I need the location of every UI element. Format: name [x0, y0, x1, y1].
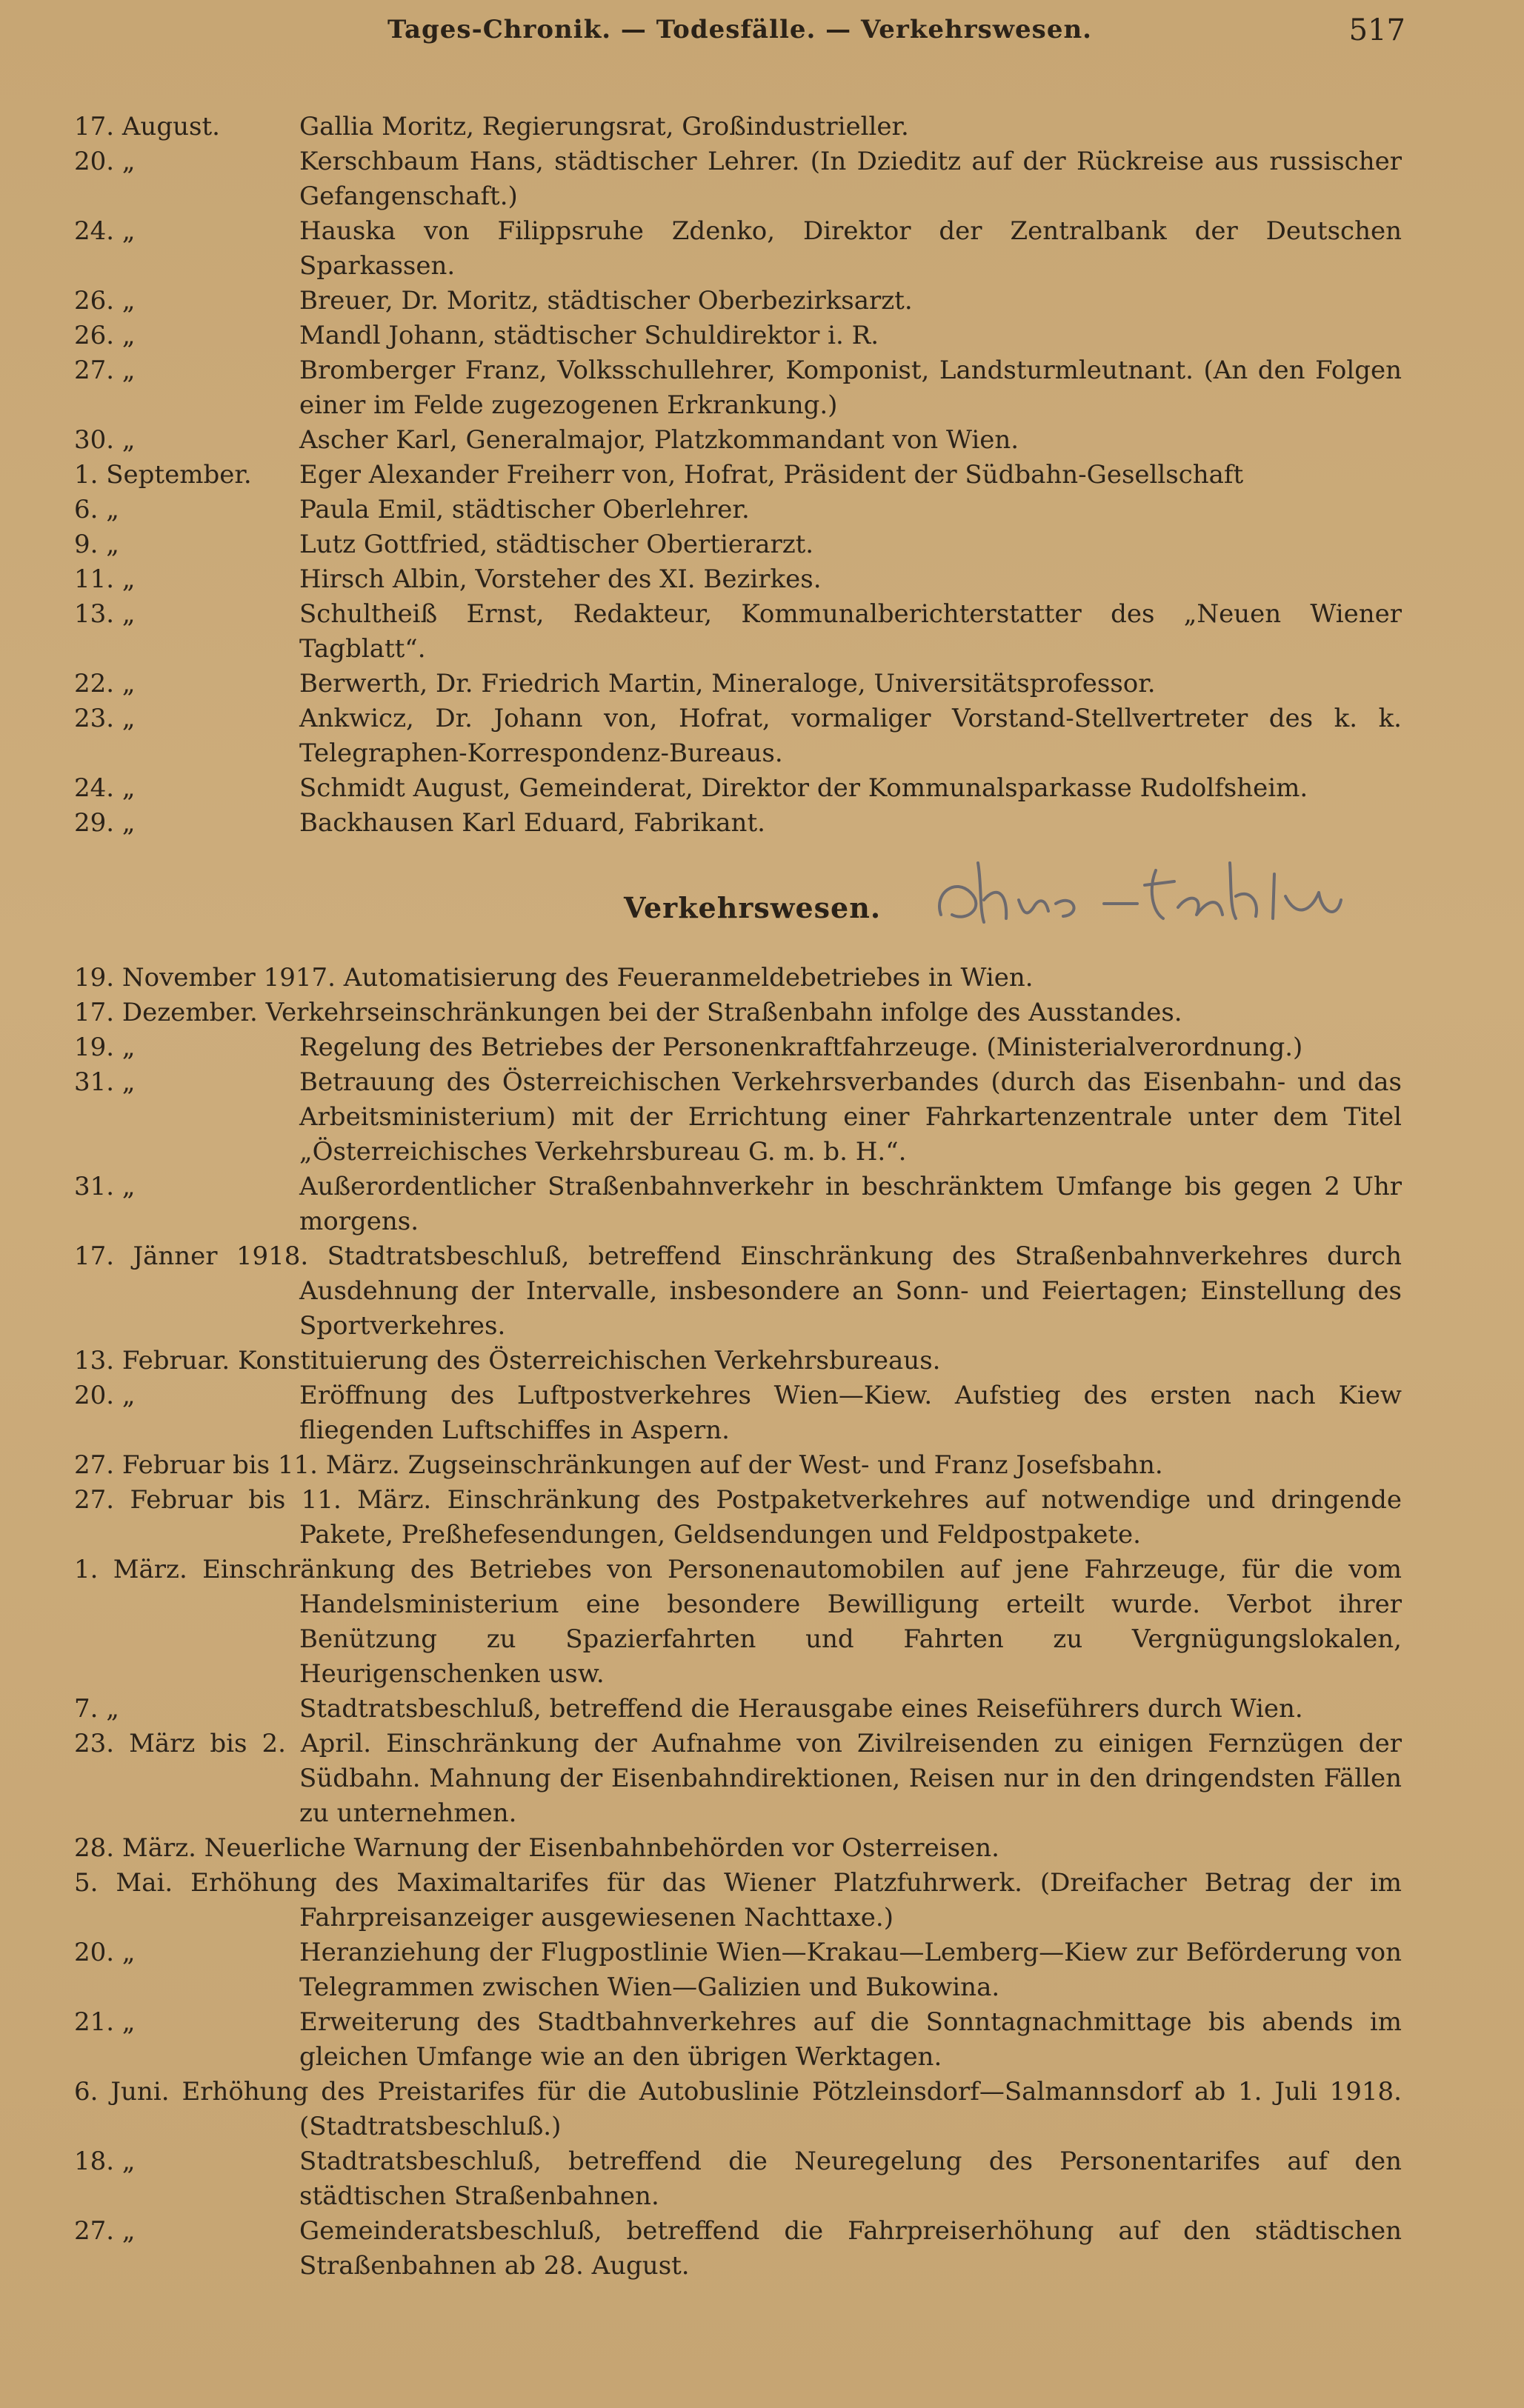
entry-text: Eröffnung des Luftpostverkehres Wien—Kiew. Aufstieg des ersten nach Kiew fliegenden Luftschiffes in Aspern. [299, 1381, 1402, 1445]
chronicle-entry [74, 1239, 1402, 1344]
entry-text: Zugseinschränkungen auf der West- und Franz Josefsbahn. [407, 1450, 1163, 1480]
chronicle-entry [74, 1727, 1402, 1831]
page-header [74, 4, 1405, 56]
entry-date: 30. „ [74, 425, 136, 455]
entry-wrap [74, 1483, 1402, 1552]
entry-text: Mandl Johann, städtischer Schuldirektor i. R. [299, 321, 879, 350]
entry-text: Stadtratsbeschluß, betreffend Einschränkung des Straßenbahnverkehres durch Ausdehnung der Intervalle, insbesondere an Sonn- und Feiertagen; Einstellung des Sportverkehres. [299, 1241, 1402, 1341]
chronicle-entry [74, 318, 1402, 353]
chronicle-entry [74, 1692, 1402, 1727]
chronicle-entry [74, 458, 1402, 493]
entry-wrap [74, 2075, 1402, 2144]
entry-text: Hauska von Filippsruhe Zdenko, Direktor der Zentralbank der Deutschen Sparkassen. [299, 216, 1402, 281]
entry-date: 21. „ [74, 2007, 136, 2037]
chronicle-entry [74, 995, 1402, 1030]
entry-text: Berwerth, Dr. Friedrich Martin, Mineraloge, Universitätsprofessor. [299, 669, 1156, 698]
chronicle-entry [74, 1831, 1402, 1866]
entry-text: Gallia Moritz, Regierungsrat, Großindustrieller. [299, 112, 909, 141]
entry-date: 17. August. [74, 112, 220, 141]
entry-line [74, 995, 1402, 1030]
entry-date: 20. „ [74, 147, 136, 176]
chronicle-entry [74, 1170, 1402, 1239]
running-title: Tages-Chronik. — Todesfälle. — Verkehrswesen. [387, 15, 1093, 44]
entry-text: Verkehrseinschränkungen bei der Straßenbahn infolge des Ausstandes. [265, 998, 1182, 1027]
chronicle-entry [74, 2144, 1402, 2214]
entry-text: Erhöhung des Preistarifes für die Autobuslinie Pötzleinsdorf—Salmannsdorf ab 1. Juli 1918. (Stadtratsbeschluß.) [182, 2077, 1402, 2141]
entry-date: 28. März. [74, 1833, 196, 1863]
chronicle-entry [74, 1448, 1402, 1483]
entry-text: Erweiterung des Stadtbahnverkehres auf die Sonntagnachmittage bis abends im gleichen Umfange wie an den übrigen Werktagen. [299, 2007, 1402, 2072]
entry-text: Backhausen Karl Eduard, Fabrikant. [299, 808, 765, 838]
entry-wrap [74, 1552, 1402, 1692]
chronicle-entry [74, 1065, 1402, 1170]
chronicle-entry [74, 144, 1402, 214]
entry-wrap [74, 1727, 1402, 1831]
chronicle-entry [74, 961, 1402, 995]
chronicle-entry [74, 1030, 1402, 1065]
entry-text: Schultheiß Ernst, Redakteur, Kommunalberichterstatter des „Neuen Wiener Tagblatt“. [299, 599, 1402, 664]
entry-date: 18. „ [74, 2147, 136, 2176]
entry-date: 26. „ [74, 286, 136, 316]
entry-text: Betrauung des Österreichischen Verkehrsverbandes (durch das Eisenbahn- und das Arbeitsministerium) mit der Errichtung einer Fahrkartenzentrale unter dem Titel „Österreichisches Verkehrsbureau G. m. b. H.“. [299, 1067, 1402, 1167]
entry-date: 27. Februar bis 11. März. [74, 1485, 432, 1515]
entry-text: Einschränkung des Betriebes von Personenautomobilen auf jene Fahrzeuge, für die vom Handelsministerium eine besondere Bewilligung erteilt wurde. Verbot ihrer Benützung zu Spazierfahrten und Fahrten zu Vergnügungslokalen, Heurigenschenken usw. [202, 1555, 1402, 1689]
entry-text: Ankwicz, Dr. Johann von, Hofrat, vormaliger Vorstand-Stellvertreter des k. k. Telegraphen-Korrespondenz-Bureaus. [299, 704, 1402, 768]
entry-date: 7. „ [74, 1694, 119, 1724]
chronicle-entry [74, 1378, 1402, 1448]
chronicle-entry [74, 806, 1402, 841]
chronicle-entry [74, 1552, 1402, 1692]
entry-date: 19. November 1917. [74, 963, 336, 993]
entry-date: 13. Februar. [74, 1346, 230, 1375]
entry-date: 6. Juni. [74, 2077, 170, 2107]
entry-date: 6. „ [74, 495, 119, 524]
entry-text: Stadtratsbeschluß, betreffend die Neuregelung des Personentarifes auf den städtischen Straßenbahnen. [299, 2147, 1402, 2211]
entry-text: Eger Alexander Freiherr von, Hofrat, Präsident der Südbahn-Gesellschaft [299, 460, 1244, 490]
entry-text: Schmidt August, Gemeinderat, Direktor der Kommunalsparkasse Rudolfsheim. [299, 773, 1308, 803]
chronicle-entry [74, 701, 1402, 771]
page-number: 517 [1348, 13, 1405, 47]
entry-text: Außerordentlicher Straßenbahnverkehr in beschränktem Umfange bis gegen 2 Uhr morgens. [299, 1172, 1402, 1236]
entry-date: 29. „ [74, 808, 136, 838]
entry-text: Lutz Gottfried, städtischer Obertierarzt. [299, 530, 814, 559]
entry-date: 9. „ [74, 530, 119, 559]
entry-date: 26. „ [74, 321, 136, 350]
todesfaelle-list [74, 110, 1402, 841]
verkehrswesen-list [74, 961, 1402, 2284]
chronicle-entry [74, 1935, 1402, 2005]
chronicle-entry [74, 1866, 1402, 1935]
entry-text: Erhöhung des Maximaltarifes für das Wiener Platzfuhrwerk. (Dreifacher Betrag der im Fahrpreisanzeiger ausgewiesenen Nachttaxe.) [190, 1868, 1402, 1932]
entry-wrap [74, 1866, 1402, 1935]
chronicle-entry [74, 1344, 1402, 1378]
entry-date: 31. „ [74, 1172, 136, 1201]
entry-text: Bromberger Franz, Volksschullehrer, Komponist, Landsturmleutnant. (An den Folgen einer im Felde zugezogenen Erkrankung.) [299, 356, 1402, 420]
entry-text: Paula Emil, städtischer Oberlehrer. [299, 495, 750, 524]
entry-date: 13. „ [74, 599, 136, 629]
entry-date: 27. Februar bis 11. März. [74, 1450, 400, 1480]
chronicle-entry [74, 214, 1402, 284]
entry-text: Neuerliche Warnung der Eisenbahnbehörden vor Osterreisen. [204, 1833, 999, 1863]
entry-date: 27. „ [74, 2216, 136, 2246]
chronicle-entry [74, 110, 1402, 144]
entry-wrap [74, 1239, 1402, 1344]
entry-date: 5. Mai. [74, 1868, 173, 1898]
chronicle-entry [74, 2214, 1402, 2284]
entry-line [74, 1448, 1402, 1483]
entry-text: Breuer, Dr. Moritz, städtischer Oberbezirksarzt. [299, 286, 913, 316]
entry-text: Ascher Karl, Generalmajor, Platzkommandant von Wien. [299, 425, 1019, 455]
entry-date: 1. September. [74, 460, 252, 490]
chronicle-entry [74, 2005, 1402, 2075]
handwritten-annotation [926, 848, 1385, 937]
chronicle-entry [74, 353, 1402, 423]
entry-date: 31. „ [74, 1067, 136, 1097]
entry-date: 24. „ [74, 216, 136, 246]
chronicle-entry [74, 2075, 1402, 2144]
entry-date: 23. „ [74, 704, 136, 733]
entry-text: Stadtratsbeschluß, betreffend die Herausgabe eines Reiseführers durch Wien. [299, 1694, 1303, 1724]
chronicle-entry [74, 597, 1402, 667]
entry-text: Automatisierung des Feueranmeldebetriebes in Wien. [343, 963, 1034, 993]
chronicle-entry [74, 1483, 1402, 1552]
chronicle-entry [74, 527, 1402, 562]
entry-text: Konstituierung des Österreichischen Verkehrsbureaus. [238, 1346, 941, 1375]
entry-line [74, 1831, 1402, 1866]
entry-text: Einschränkung der Aufnahme von Zivilreisenden zu einigen Fernzügen der Südbahn. Mahnung der Eisenbahndirektionen, Reisen nur in den dringendsten Fällen zu unternehmen. [299, 1729, 1402, 1828]
entry-text: Einschränkung des Postpaketverkehres auf notwendige und dringende Pakete, Preßhefesendungen, Geldsendungen und Feldpostpakete. [299, 1485, 1402, 1550]
entry-line [74, 1344, 1402, 1378]
chronicle-entry [74, 423, 1402, 458]
entry-date: 20. „ [74, 1381, 136, 1410]
entry-date: 23. März bis 2. April. [74, 1729, 372, 1758]
entry-date: 1. März. [74, 1555, 187, 1584]
section-heading-row [74, 841, 1402, 961]
entry-text: Kerschbaum Hans, städtischer Lehrer. (In Dzieditz auf der Rückreise aus russischer Gefangenschaft.) [299, 147, 1402, 211]
entry-date: 24. „ [74, 773, 136, 803]
entry-text: Gemeinderatsbeschluß, betreffend die Fahrpreiserhöhung auf den städtischen Straßenbahnen ab 28. August. [299, 2216, 1402, 2281]
entry-text: Regelung des Betriebes der Personenkraftfahrzeuge. (Ministerialverordnung.) [299, 1033, 1303, 1062]
entry-date: 17. Dezember. [74, 998, 258, 1027]
entry-date: 22. „ [74, 669, 136, 698]
entry-date: 19. „ [74, 1033, 136, 1062]
entry-text: Hirsch Albin, Vorsteher des XI. Bezirkes. [299, 564, 822, 594]
chronicle-entry [74, 493, 1402, 527]
chronicle-entry [74, 562, 1402, 597]
chronicle-content [74, 110, 1402, 2284]
entry-text: Heranziehung der Flugpostlinie Wien—Krakau—Lemberg—Kiew zur Beförderung von Telegrammen zwischen Wien—Galizien und Bukowina. [299, 1938, 1402, 2002]
entry-line [74, 961, 1402, 995]
entry-date: 20. „ [74, 1938, 136, 1967]
chronicle-entry [74, 284, 1402, 318]
entry-date: 17. Jänner 1918. [74, 1241, 309, 1271]
section-heading: Verkehrswesen. [624, 891, 882, 924]
entry-date: 11. „ [74, 564, 136, 594]
entry-date: 27. „ [74, 356, 136, 385]
chronicle-entry [74, 667, 1402, 701]
chronicle-entry [74, 771, 1402, 806]
